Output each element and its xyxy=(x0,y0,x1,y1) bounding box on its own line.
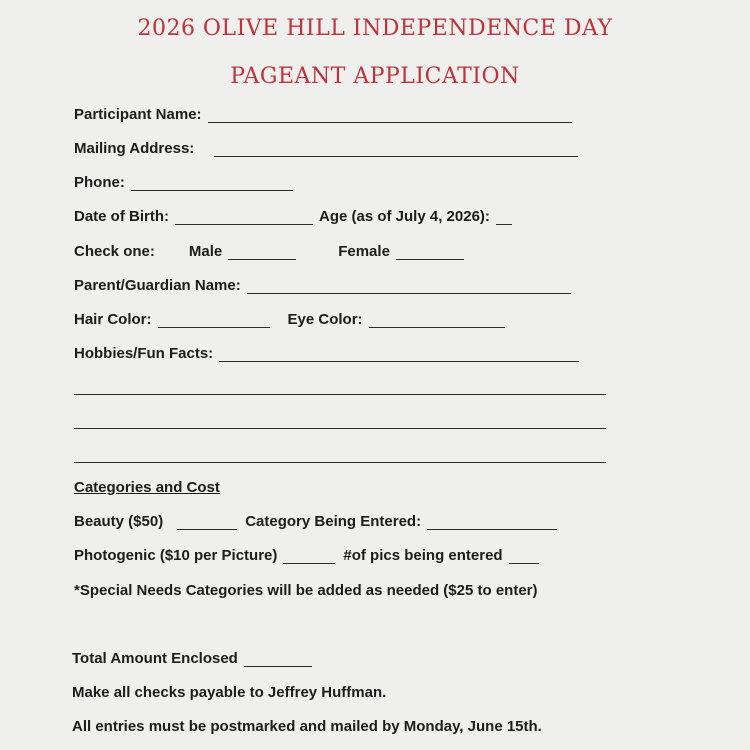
hobbies-field[interactable] xyxy=(219,347,579,362)
age-field[interactable] xyxy=(496,210,512,225)
postmark-text: All entries must be postmarked and mailed by Monday, June 15th. xyxy=(72,718,542,735)
dob-label: Date of Birth: xyxy=(74,208,169,225)
gender-row xyxy=(74,243,464,260)
total-amount-row xyxy=(72,650,312,667)
photogenic-row xyxy=(74,547,539,564)
hair-color-field[interactable] xyxy=(158,313,270,328)
female-checkbox-line[interactable] xyxy=(396,245,464,260)
mailing-address-label: Mailing Address: xyxy=(74,140,195,157)
beauty-field[interactable] xyxy=(177,515,237,530)
hobbies-extra-line-3[interactable] xyxy=(74,462,606,463)
female-label: Female xyxy=(338,243,390,260)
category-entered-label: Category Being Entered: xyxy=(245,513,422,530)
checks-payable-note xyxy=(72,684,386,701)
male-checkbox-line[interactable] xyxy=(228,245,296,260)
pics-entered-field[interactable] xyxy=(509,549,539,564)
hobbies-row xyxy=(74,345,579,362)
mailing-address-field[interactable] xyxy=(214,142,578,157)
participant-name-field[interactable] xyxy=(208,108,572,123)
dob-age-row xyxy=(74,208,512,225)
categories-heading xyxy=(74,479,220,496)
parent-guardian-label: Parent/Guardian Name: xyxy=(74,277,241,294)
hobbies-extra-line-2[interactable] xyxy=(74,428,606,429)
phone-field[interactable] xyxy=(131,176,293,191)
age-label: Age (as of July 4, 2026): xyxy=(319,208,490,225)
check-one-label: Check one: xyxy=(74,243,155,260)
eye-color-field[interactable] xyxy=(369,313,505,328)
pics-entered-label: #of pics being entered xyxy=(343,547,503,564)
hobbies-extra-line-1[interactable] xyxy=(74,394,606,395)
form-title-line1: 2026 OLIVE HILL INDEPENDENCE DAY xyxy=(137,16,613,41)
categories-heading-text: Categories and Cost xyxy=(74,479,220,496)
total-amount-field[interactable] xyxy=(244,652,312,667)
form-title-line2: PAGEANT APPLICATION xyxy=(230,64,520,89)
photogenic-field[interactable] xyxy=(283,549,335,564)
phone-label: Phone: xyxy=(74,174,125,191)
phone-row xyxy=(74,174,293,191)
beauty-label: Beauty ($50) xyxy=(74,513,164,530)
participant-name-row xyxy=(74,106,572,123)
postmark-note xyxy=(72,718,542,735)
special-needs-note xyxy=(74,582,538,599)
dob-field[interactable] xyxy=(175,210,313,225)
checks-payable-text: Make all checks payable to Jeffrey Huffman. xyxy=(72,684,387,701)
special-needs-text: *Special Needs Categories will be added as needed ($25 to enter) xyxy=(74,582,538,599)
eye-color-label: Eye Color: xyxy=(287,311,363,328)
hobbies-label: Hobbies/Fun Facts: xyxy=(74,345,214,362)
male-label: Male xyxy=(188,243,223,260)
mailing-address-row xyxy=(74,140,578,157)
parent-guardian-field[interactable] xyxy=(247,279,571,294)
parent-guardian-row xyxy=(74,277,571,294)
category-entered-field[interactable] xyxy=(427,515,557,530)
hair-eye-row xyxy=(74,311,505,328)
total-amount-label: Total Amount Enclosed xyxy=(72,650,238,667)
photogenic-label: Photogenic ($10 per Picture) xyxy=(74,547,278,564)
beauty-row xyxy=(74,513,557,530)
hair-color-label: Hair Color: xyxy=(74,311,152,328)
participant-name-label: Participant Name: xyxy=(74,106,202,123)
